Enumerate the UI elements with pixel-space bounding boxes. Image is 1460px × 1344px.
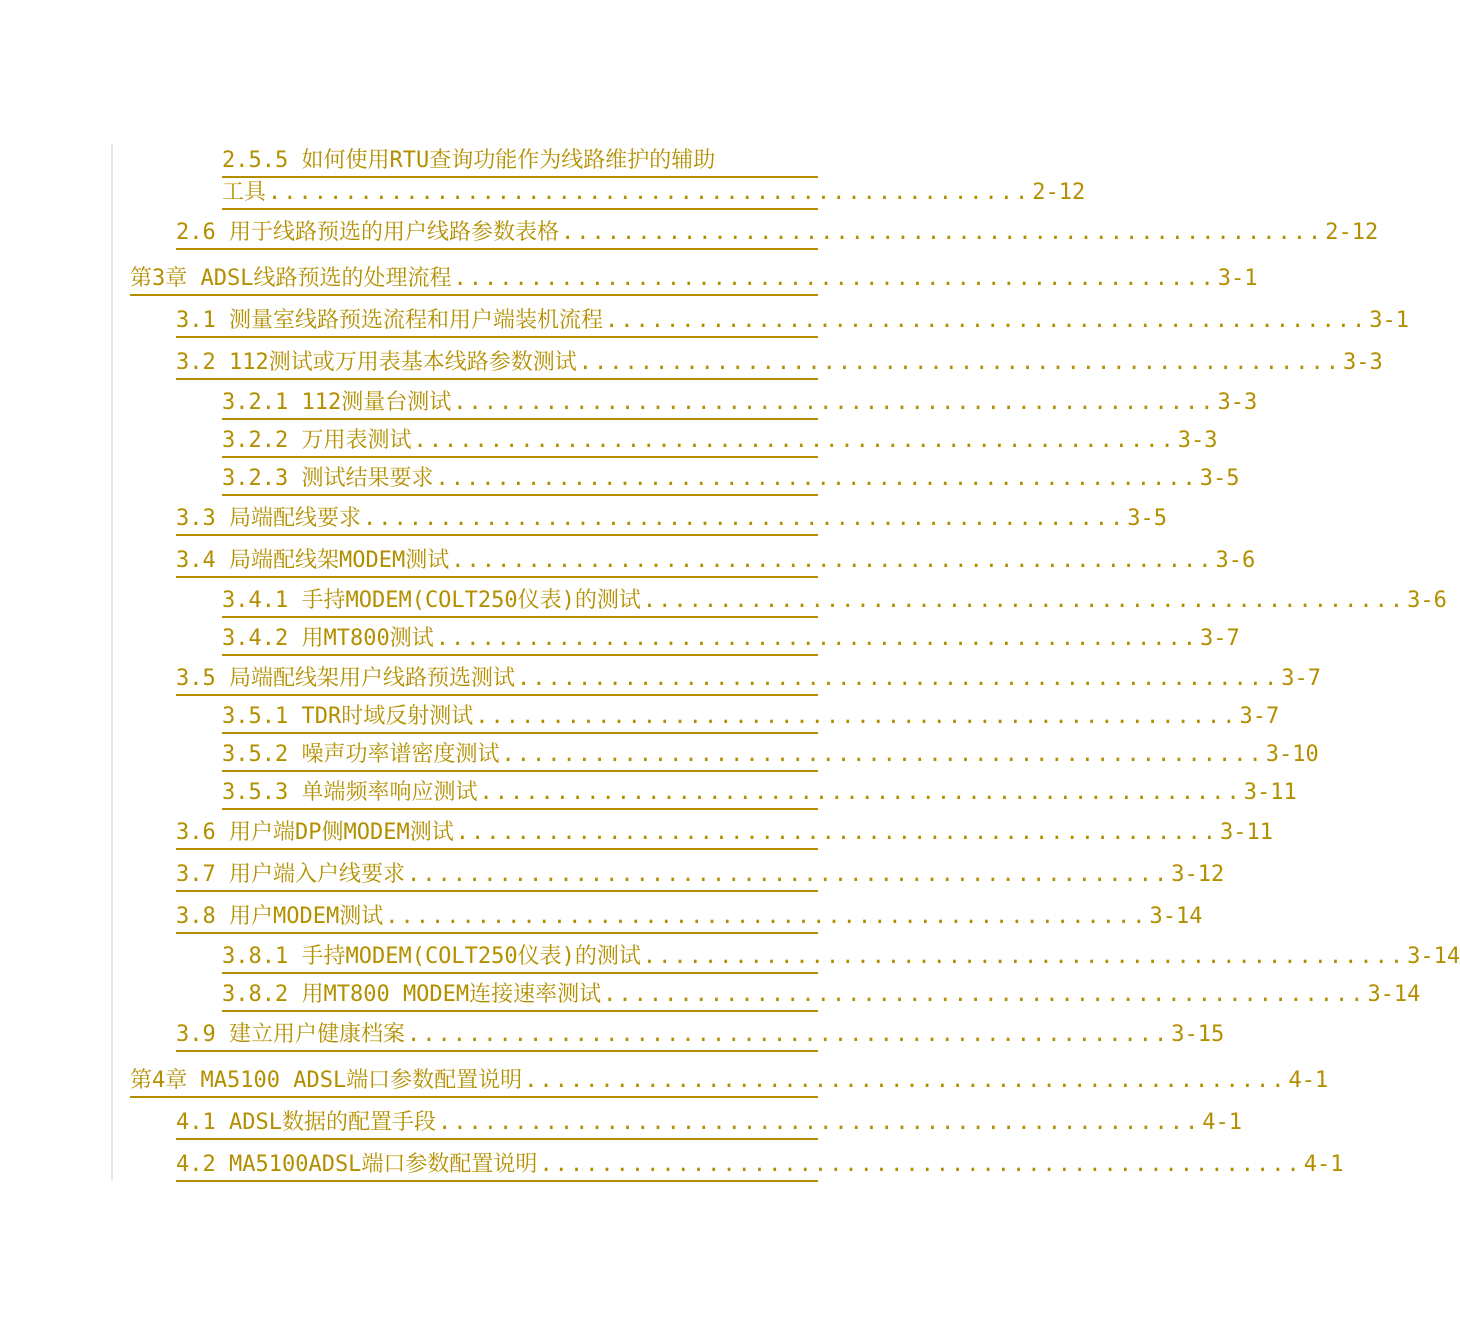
toc-title: 3.4 局端配线架MODEM测试 [176,548,450,573]
toc-page-number: 3-10 [1265,742,1319,767]
dot-leader: .................................................. [453,390,1216,415]
toc-entry-3-8[interactable] [176,904,1203,934]
toc-title: 3.8.2 用MT800 MODEM连接速率测试 [222,982,602,1007]
dot-leader: .................................................. [501,742,1264,767]
toc-page-number: 3-14 [1367,982,1421,1007]
toc-title: 4.2 MA5100ADSL端口参数配置说明 [176,1152,538,1177]
toc-entry-3-5-2[interactable] [222,742,1319,772]
toc-entry-3-6[interactable] [176,820,1273,850]
toc-title: 3.8 用户MODEM测试 [176,904,384,929]
dot-leader: .................................................. [524,1068,1287,1093]
toc-entry-3-7[interactable] [176,862,1225,892]
toc-entry-2-6[interactable] [176,220,1379,250]
toc-title: 3.5 局端配线架用户线路预选测试 [176,666,515,691]
dot-leader: .................................................. [516,666,1280,691]
toc-entry-3-3[interactable] [176,506,1167,536]
toc-entry-3-8-1[interactable] [222,944,1460,974]
toc-title: 2.6 用于线路预选的用户线路参数表格 [176,220,559,245]
toc-page-number: 3-6 [1215,548,1256,573]
dot-leader: .................................................. [435,466,1198,491]
toc-page-number: 2-12 [1032,180,1086,205]
toc-entry-chapter-3[interactable] [130,266,1258,296]
dot-leader: .................................................. [435,626,1198,651]
toc-page-number: 3-5 [1199,466,1240,491]
toc-page-number: 3-11 [1243,780,1297,805]
toc-page-number: 3-3 [1342,350,1383,375]
toc-title: 3.6 用户端DP侧MODEM测试 [176,820,454,845]
dot-leader: .................................................. [406,862,1170,887]
dot-leader: .................................................. [604,308,1368,333]
toc-title: 工具 [222,180,267,205]
toc-page-number: 3-1 [1217,266,1258,291]
toc-page-number: 3-7 [1239,704,1280,729]
dot-leader: .................................................. [455,820,1218,845]
toc-title: 3.5.1 TDR时域反射测试 [222,704,474,729]
toc-title: 3.8.1 手持MODEM(COLT250仪表)的测试 [222,944,641,969]
toc-page-number: 3-12 [1171,862,1225,887]
dot-leader: .................................................. [362,506,1126,531]
toc-title: 3.5.2 噪声功率谱密度测试 [222,742,500,767]
dot-leader: .................................................. [539,1152,1302,1177]
toc-page-number: 4-1 [1288,1068,1329,1093]
toc-page-number: 3-7 [1281,666,1321,691]
toc-title: 3.3 局端配线要求 [176,506,361,531]
toc-page-number: 4-1 [1202,1110,1242,1135]
toc-page-number: 3-1 [1369,308,1409,333]
toc-entry-3-4-1[interactable] [222,588,1447,618]
dot-leader: .................................................. [642,588,1406,613]
toc-entry-3-2-2[interactable] [222,428,1218,458]
dot-leader: .................................................. [451,548,1214,573]
toc-entry-2-5-5-line2[interactable] [222,180,1086,210]
toc-page-number: 3-14 [1149,904,1203,929]
toc-entry-3-2-1[interactable] [222,390,1258,420]
dot-leader: .................................................. [560,220,1324,245]
toc-title: 第3章 ADSL线路预选的处理流程 [130,266,452,291]
toc-entry-chapter-4[interactable] [130,1068,1329,1098]
dot-leader: .................................................. [268,180,1031,205]
toc-title: 3.4.2 用MT800测试 [222,626,434,651]
dot-leader: .................................................. [578,350,1341,375]
toc-page-number: 3-7 [1199,626,1240,651]
toc-entry-3-9[interactable] [176,1022,1225,1052]
toc-title: 3.4.1 手持MODEM(COLT250仪表)的测试 [222,588,641,613]
dot-leader: .................................................. [479,780,1242,805]
margin-bar [111,144,113,1180]
toc-title: 3.2.2 万用表测试 [222,428,412,453]
toc-title: 3.9 建立用户健康档案 [176,1022,405,1047]
toc-entry-3-4-2[interactable] [222,626,1240,656]
toc-page-number: 3-5 [1127,506,1167,531]
dot-leader: .................................................. [475,704,1238,729]
dot-leader: .................................................. [603,982,1366,1007]
toc-title: 3.5.3 单端频率响应测试 [222,780,478,805]
toc-entry-3-2-3[interactable] [222,466,1240,496]
toc-title: 第4章 MA5100 ADSL端口参数配置说明 [130,1068,523,1093]
toc-page-number: 2-12 [1325,220,1379,245]
dot-leader: .................................................. [413,428,1176,453]
toc-page-number: 3-15 [1171,1022,1225,1047]
toc-entry-3-5-3[interactable] [222,780,1297,810]
toc-page-number: 3-3 [1177,428,1218,453]
toc-entry-3-8-2[interactable] [222,982,1421,1012]
toc-page-number: 3-14 [1407,944,1460,969]
toc-title: 3.2 112测试或万用表基本线路参数测试 [176,350,577,375]
toc-page-number: 3-11 [1219,820,1273,845]
toc-title: 4.1 ADSL数据的配置手段 [176,1110,436,1135]
toc-page-number: 4-1 [1303,1152,1344,1177]
toc-title: 3.2.1 112测量台测试 [222,390,452,415]
toc-entry-3-5-1[interactable] [222,704,1280,734]
dot-leader: .................................................. [437,1110,1201,1135]
dot-leader: .................................................. [642,944,1406,969]
dot-leader: .................................................. [453,266,1216,291]
toc-entry-4-2[interactable] [176,1152,1344,1182]
dot-leader: .................................................. [406,1022,1170,1047]
toc-entry-3-4[interactable] [176,548,1256,578]
toc-title: 3.2.3 测试结果要求 [222,466,434,491]
toc-entry-3-1[interactable] [176,308,1409,338]
toc-page-number: 3-6 [1407,588,1447,613]
toc-page-number: 3-3 [1217,390,1258,415]
toc-entry-3-2[interactable] [176,350,1383,380]
toc-entry-2-5-5-line1[interactable]: 2.5.5 如何使用RTU查询功能作为线路维护的辅助 [222,148,818,178]
toc-entry-3-5[interactable] [176,666,1321,696]
toc-title: 3.1 测量室线路预选流程和用户端装机流程 [176,308,603,333]
toc-entry-4-1[interactable] [176,1110,1242,1140]
toc-title: 3.7 用户端入户线要求 [176,862,405,887]
dot-leader: .................................................. [385,904,1148,929]
